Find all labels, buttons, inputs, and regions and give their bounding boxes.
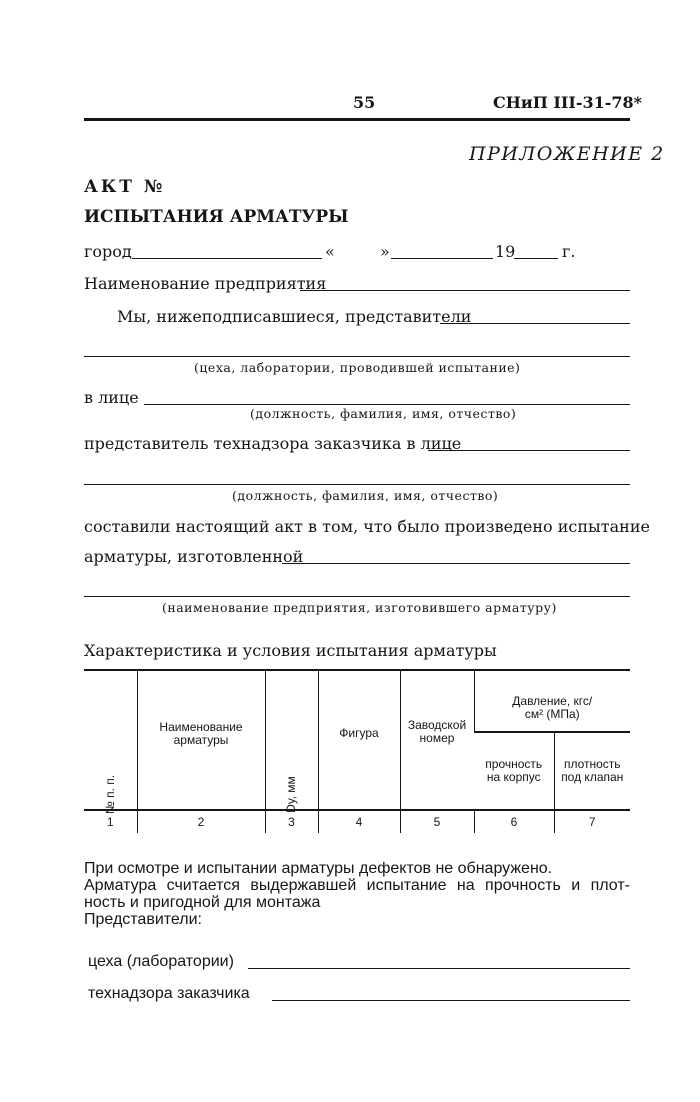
col-dy-header <box>265 670 318 813</box>
col-density-header <box>554 732 630 810</box>
col-num-header <box>84 670 137 815</box>
page-number: 55 <box>353 93 376 112</box>
maker-name-field[interactable] <box>84 596 630 597</box>
col-density-label: плотность под клапан <box>561 757 624 784</box>
date-month-field[interactable] <box>391 258 493 259</box>
quote-open: « <box>325 242 335 261</box>
person-label: в лице <box>84 388 139 407</box>
header-rule <box>84 118 630 121</box>
table-heading: Характеристика и условия испытания арматуры <box>84 641 497 660</box>
city-label: город <box>84 242 132 261</box>
quote-close: » <box>380 242 390 261</box>
col-strength-label: прочность на корпус <box>485 757 543 784</box>
col-serial-index: 5 <box>400 810 474 833</box>
act-title: АКТ № <box>84 177 166 197</box>
maker-field[interactable] <box>282 563 630 564</box>
conclusion-line-3: ность и пригодной для монтажа <box>84 894 321 911</box>
supervision-field[interactable] <box>428 450 630 451</box>
person-field[interactable] <box>144 404 630 405</box>
characteristics-table <box>84 669 630 833</box>
col-pressure-header <box>474 670 630 732</box>
col-dy-index: 3 <box>265 810 318 833</box>
act-subtitle: ИСПЫТАНИЯ АРМАТУРЫ <box>84 207 349 227</box>
we-label: Мы, нижеподписавшиеся, представители <box>117 307 472 326</box>
sign-workshop-field[interactable] <box>248 968 630 969</box>
representatives-label: Представители: <box>84 911 202 928</box>
sign-supervision-label: технадзора заказчика <box>88 985 250 1002</box>
sign-supervision-field[interactable] <box>272 1000 630 1001</box>
person-caption: (должность, фамилия, имя, отчество) <box>250 406 517 421</box>
workshop-caption: (цеха, лаборатории, проводившей испытание) <box>194 360 521 375</box>
enterprise-field[interactable] <box>300 290 630 291</box>
year-field[interactable] <box>514 258 558 259</box>
col-name-label: Наименование арматуры <box>159 720 243 747</box>
supervision-caption: (должность, фамилия, имя, отчество) <box>232 488 499 503</box>
year-suffix: г. <box>562 242 576 261</box>
workshop-field[interactable] <box>84 356 630 357</box>
year-prefix: 19 <box>495 242 516 261</box>
maker-caption: (наименование предприятия, изготовившего арматуру) <box>162 600 557 615</box>
col-num-index: 1 <box>84 810 137 833</box>
conclusion-line-1: При осмотре и испытании арматуры дефектов не обнаружено. <box>84 860 553 877</box>
col-density-index: 7 <box>554 810 630 833</box>
sign-workshop-label: цеха (лаборатории) <box>88 953 234 970</box>
col-figure-header <box>318 670 400 810</box>
col-strength-header <box>474 732 554 810</box>
col-name-index: 2 <box>137 810 265 833</box>
supervision-person-field[interactable] <box>84 484 630 485</box>
document-code: СНиП III-31-78* <box>493 93 643 112</box>
conclusion-line-2: Арматура считается выдержавшей испытание на прочность и плот- <box>84 877 630 894</box>
col-serial-label: Заводской номер <box>407 718 467 745</box>
statement-line-1: составили настоящий акт в том, что было произведено испытание <box>84 517 650 536</box>
supervision-label: представитель технадзора заказчика в лице <box>84 434 462 453</box>
statement-line-2: арматуры, изготовленной <box>84 547 304 566</box>
appendix-label: ПРИЛОЖЕНИЕ 2 <box>469 143 665 165</box>
col-num-label: № п. п. <box>102 774 117 815</box>
col-pressure-label: Давление, кгс/см² (МПа) <box>512 694 593 721</box>
col-dy-label: Dу, мм <box>283 776 298 813</box>
col-serial-header <box>400 670 474 810</box>
col-name-header <box>137 670 265 810</box>
col-strength-index: 6 <box>474 810 554 833</box>
city-field[interactable] <box>132 258 322 259</box>
col-figure-index: 4 <box>318 810 400 833</box>
we-field[interactable] <box>440 323 630 324</box>
enterprise-label: Наименование предприятия <box>84 274 327 293</box>
col-figure-label: Фигура <box>339 726 379 740</box>
